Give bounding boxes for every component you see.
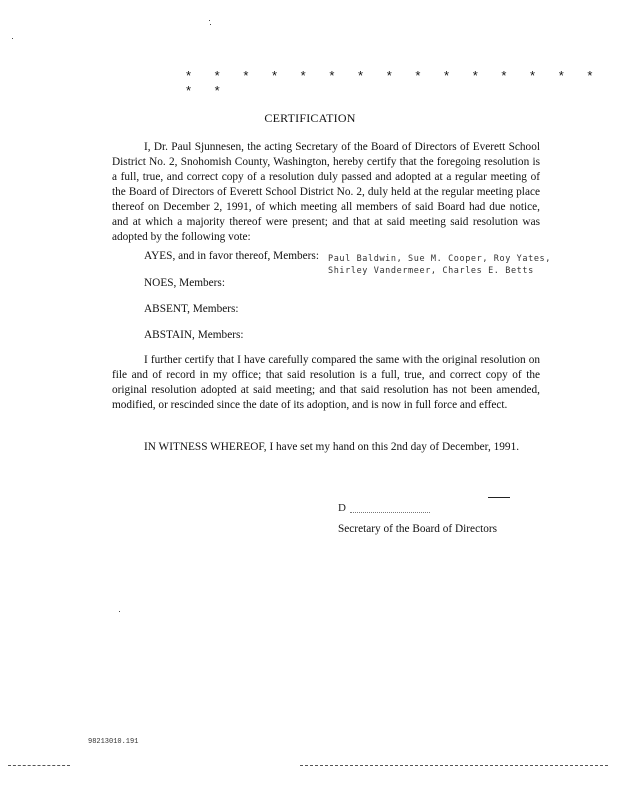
- scan-speck: [12, 38, 13, 39]
- signature-mark: D: [338, 502, 346, 514]
- signature-title: Secretary of the Board of Directors: [338, 523, 498, 535]
- ayes-members-line2: Shirley Vandermeer, Charles E. Betts: [328, 266, 534, 276]
- abstain-label: ABSTAIN, Members:: [144, 329, 244, 341]
- document-id: 98213010.191: [88, 738, 139, 746]
- signature-faint-name: [350, 512, 430, 513]
- ayes-label: AYES, and in favor thereof, Members:: [144, 250, 319, 262]
- scan-edge-rule-right: [300, 765, 608, 766]
- scan-speck: [119, 611, 120, 612]
- noes-label: NOES, Members:: [144, 277, 225, 289]
- further-certify-paragraph: I further certify that I have carefully compared the same with the original resolution on file and of record in my office; that said resolution is a full, true, and correct copy of the original resolution adopted at said meeting; and that said resolution has not been amended, modified, or rescinded since the date of its adoption, and is now in full force and effect.: [112, 354, 540, 411]
- witness-statement: IN WITNESS WHEREOF, I have set my hand on this 2nd day of December, 1991.: [144, 441, 520, 453]
- scan-speck: [210, 24, 211, 25]
- header-stars: * * * * * * * * * * * * * * * * *: [186, 68, 603, 98]
- scan-speck: [209, 20, 210, 21]
- intro-paragraph: I, Dr. Paul Sjunnesen, the acting Secretary of the Board of Directors of Everett School District No. 2, Snohomish County, Washington, hereby certify that the foregoing resolution is a full, true, and correct copy of a resolution duly passed and adopted at a regular meeting of the Board of Directors of Everett School District No. 2, duly held at the regular meeting place thereof on December 2, 1991, of which meeting all members of said Board had due notice, and at which a majority thereof were present; and that at said meeting said resolution was adopted by the following vote:: [112, 141, 540, 243]
- scan-edge-rule-left: [8, 765, 70, 766]
- absent-label: ABSENT, Members:: [144, 303, 239, 315]
- document-title: CERTIFICATION: [264, 111, 356, 125]
- ayes-members-line1: Paul Baldwin, Sue M. Cooper, Roy Yates,: [328, 254, 551, 264]
- signature-line: [488, 497, 510, 498]
